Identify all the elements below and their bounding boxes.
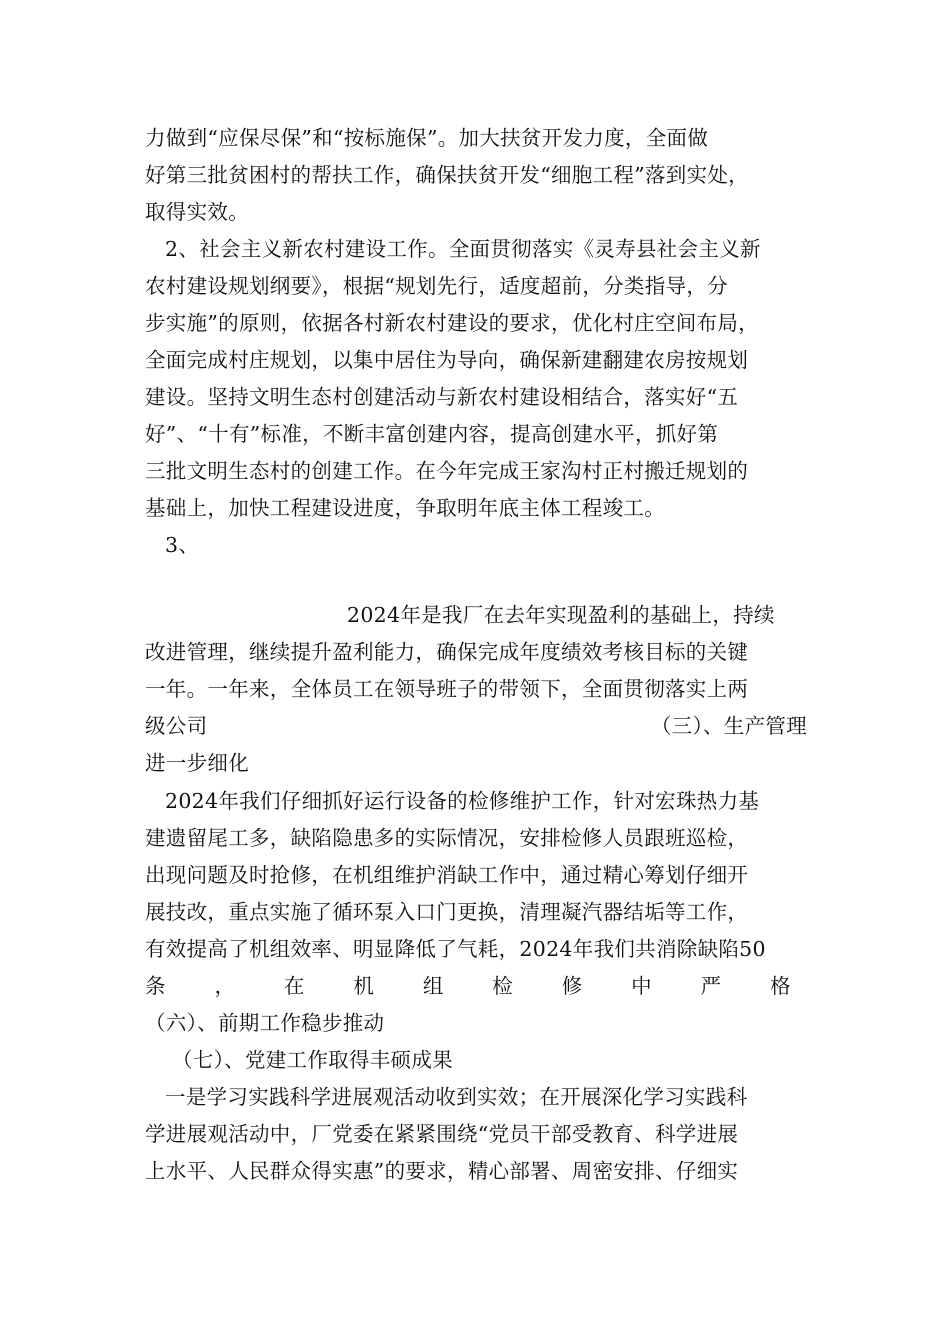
text-line: 上水平、人民群众得实惠”的要求，精心部署、周密安排、仔细实 [145, 1159, 739, 1183]
text-line: 2024年是我厂在去年实现盈利的基础上，持续 [347, 603, 775, 627]
text-line: 基础上，加快工程建设进度，争取明年底主体工程竣工。 [145, 496, 665, 520]
text-line: 建设。坚持文明生态村创建活动与新农村建设相结合，落实好“五 [145, 385, 739, 409]
char: 条 [145, 974, 166, 998]
justified-line [145, 973, 807, 999]
text-line: 3、 [165, 533, 200, 557]
char: 格 [770, 974, 791, 998]
text-line: 出现问题及时抢修，在机组维护消缺工作中，通过精心筹划仔细开 [145, 863, 749, 887]
section-heading: （七）、党建工作取得丰硕成果 [172, 1048, 453, 1072]
char: 机 [353, 974, 375, 998]
char: 修 [561, 974, 583, 998]
text-line: 改进管理，继续提升盈利能力，确保完成年度绩效考核目标的关键 [145, 640, 749, 664]
char: 严 [700, 974, 722, 998]
section-heading: （六）、前期工作稳步推动 [145, 1011, 385, 1035]
text-line: 2、社会主义新农村建设工作。全面贯彻落实《灵寿县社会主义新 [165, 237, 761, 261]
char: 检 [492, 974, 514, 998]
text-line: 步实施”的原则，依据各村新农村建设的要求，优化村庄空间布局， [145, 311, 759, 335]
text-line: 展技改，重点实施了循环泵入口门更换，清理凝汽器结垢等工作， [145, 900, 749, 924]
text-line: 三批文明生态村的创建工作。在今年完成王家沟村正村搬迁规划的 [145, 459, 749, 483]
text-line: 一年。一年来，全体员工在领导班子的带领下，全面贯彻落实上两 [145, 677, 749, 701]
char: 在 [283, 974, 305, 998]
text-line: 取得实效。 [145, 200, 249, 224]
text-line: 进一步细化 [145, 751, 249, 775]
char: ， [214, 974, 236, 998]
text-segment: 级公司 [145, 714, 208, 738]
char: 中 [631, 974, 652, 998]
text-line: 好”、“十有”标准，不断丰富创建内容，提高创建水平，抓好第 [145, 422, 719, 446]
section-heading: （三）、生产管理 [650, 714, 807, 738]
text-line [145, 713, 807, 739]
char: 组 [422, 974, 444, 998]
text-line: 好第三批贫困村的帮扶工作，确保扶贫开发“细胞工程”落到实处， [145, 163, 749, 187]
text-line: 学进展观活动中，厂党委在紧紧围绕“党员干部受教育、科学进展 [145, 1122, 739, 1146]
text-line: 全面完成村庄规划，以集中居住为导向，确保新建翻建农房按规划 [145, 348, 749, 372]
text-line: 力做到“应保尽保”和“按标施保”。加大扶贫开发力度，全面做 [145, 126, 709, 150]
text-line: 建遗留尾工多，缺陷隐患多的实际情况，安排检修人员跟班巡检， [145, 826, 749, 850]
text-line: 2024年我们仔细抓好运行设备的检修维护工作，针对宏珠热力基 [165, 789, 760, 813]
text-line: 农村建设规划纲要》，根据“规划先行，适度超前，分类指导，分 [145, 274, 728, 298]
text-line: 有效提高了机组效率、明显降低了气耗，2024年我们共消除缺陷50 [145, 937, 766, 961]
text-line: 一是学习实践科学进展观活动收到实效；在开展深化学习实践科 [165, 1085, 748, 1109]
